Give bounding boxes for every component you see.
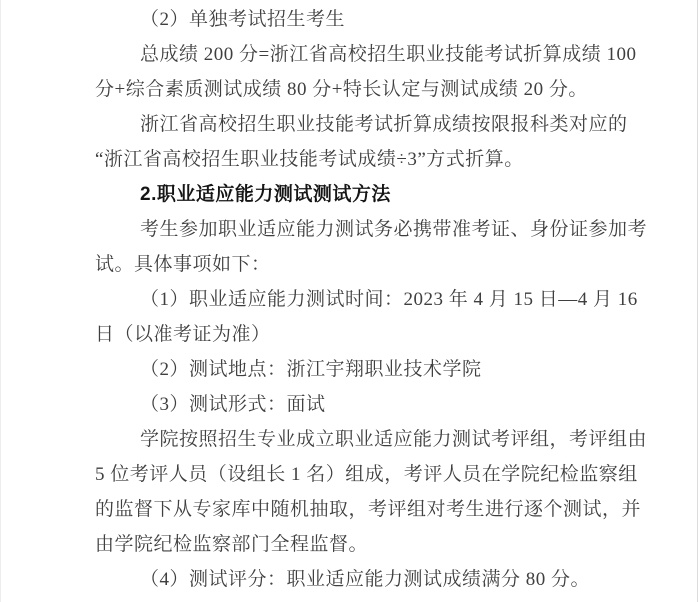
document-body: [0, 2, 700, 597]
document-line: （2）单独考试招生考生: [140, 9, 346, 30]
document-line: 的监督下从专家库中随机抽取，考评组对考生进行逐个测试，并: [95, 499, 642, 520]
section-heading: 2.职业适应能力测试测试方法: [140, 184, 391, 205]
document-line: （4）测试评分：职业适应能力测试成绩满分 80 分。: [140, 569, 591, 590]
document-line: 日（以准考证为准）: [95, 324, 271, 345]
document-line: 试。具体事项如下：: [95, 254, 271, 275]
document-line: （1）职业适应能力测试时间：2023 年 4 月 15 日—4 月 16: [140, 289, 638, 310]
document-line: 考生参加职业适应能力测试务必携带准考证、身份证参加考: [140, 219, 648, 240]
document-line: （3）测试形式：面试: [140, 394, 326, 415]
document-line: 学院按照招生专业成立职业适应能力测试考评组，考评组由: [140, 429, 648, 450]
document-line: 分+综合素质测试成绩 80 分+特长认定与测试成绩 20 分。: [95, 79, 588, 100]
document-line: 由学院纪检监察部门全程监督。: [95, 534, 369, 555]
document-line: 浙江省高校招生职业技能考试折算成绩按限报科类对应的: [140, 114, 628, 135]
document-line: 5 位考评人员（设组长 1 名）组成，考评人员在学院纪检监察组: [95, 464, 638, 485]
document-line: “浙江省高校招生职业技能考试成绩÷3”方式折算。: [95, 149, 524, 170]
document-line: 总成绩 200 分=浙江省高校招生职业技能考试折算成绩 100: [140, 44, 637, 65]
document-line: （2）测试地点：浙江宇翔职业技术学院: [140, 359, 482, 380]
